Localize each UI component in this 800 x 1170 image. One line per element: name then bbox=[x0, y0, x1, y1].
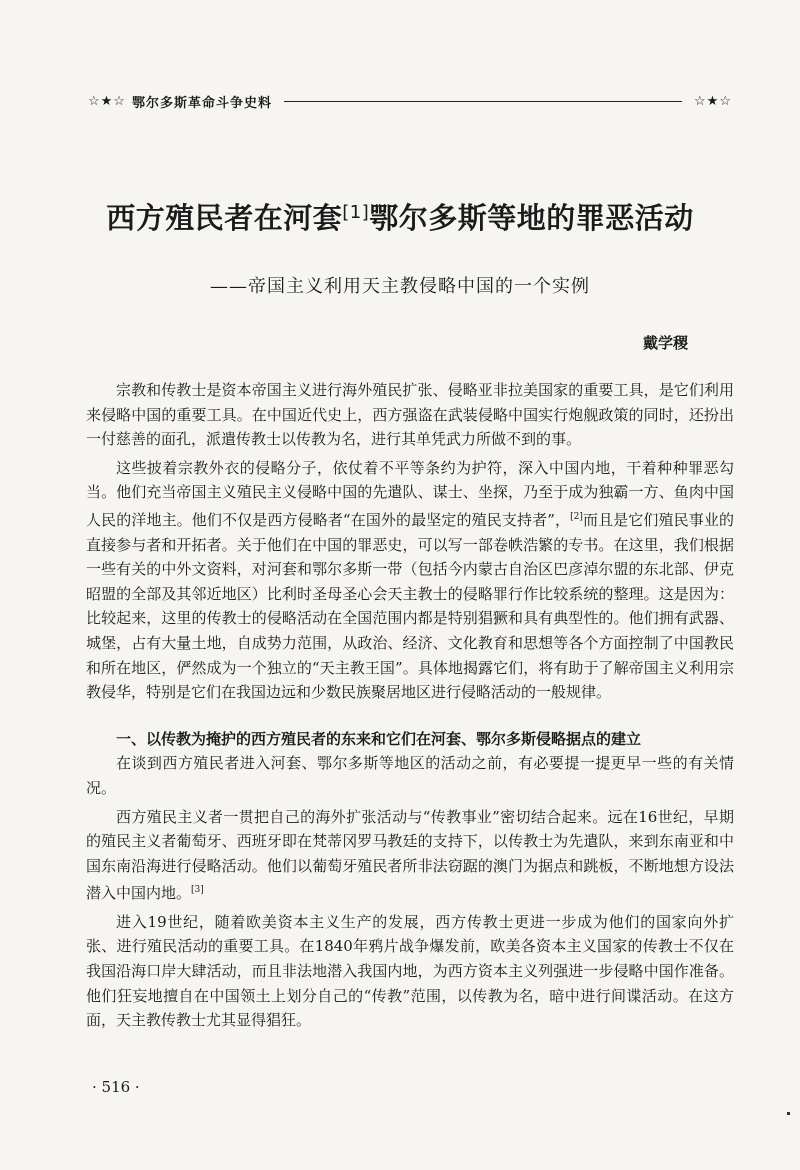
title-footnote-ref: [1] bbox=[342, 202, 370, 223]
page-number: · 516 · bbox=[92, 1078, 140, 1096]
author-name: 戴学稷 bbox=[642, 334, 688, 352]
paragraph-4 bbox=[86, 805, 734, 906]
paragraph-5: 进入19世纪，随着欧美资本主义生产的发展，西方传教士更进一步成为他们的国家向外扩张、进行殖民活动的重要工具。在1840年鸦片战争爆发前，欧美各资本主义国家的传教士不仅在我国沿海口岸大肆活动，而且非法地潜入我国内地，为西方资本主义列强进一步侵略中国作准备。他们狂妄地擅自在中国领土上划分自己的“传教”范围，以传教为名，暗中进行间谍活动。在这方面，天主教传教士尤其显得猖狂。 bbox=[86, 912, 734, 1030]
title-part-2: 鄂尔多斯等地的罪恶活动 bbox=[369, 201, 694, 235]
title-part-1: 西方殖民者在河套 bbox=[106, 201, 343, 235]
running-header bbox=[88, 90, 732, 112]
paragraph-2-part-2: 而且是它们殖民事业的直接参与者和开拓者。关于他们在中国的罪恶史，可以写一部卷帙浩繁的专书。在这里，我们根据一些有关的中外文资料，对河套和鄂尔多斯一带（包括今内蒙古自治区巴彦淖尔盟的东北部、伊克昭盟的全部及其邻近地区）比利时圣母圣心会天主教士的侵略罪行作比较系统的整理。这是因为：比较起来，这里的传教士的侵略活动在全国范围内都是特别猖獗和具有典型性的。他们拥有武器、城堡，占有大量土地，自成势力范围，从政治、经济、文化教育和思想等各个方面控制了中国教民和所在地区，俨然成为一个独立的“天主教王国”。具体地揭露它们，将有助于了解帝国主义利用宗教侵华，特别是它们在我国边远和少数民族聚居地区进行侵略活动的一般规律。 bbox=[86, 510, 734, 702]
right-stars-icon: ☆★☆ bbox=[694, 93, 732, 109]
paragraph-2 bbox=[86, 456, 734, 705]
article-title bbox=[0, 196, 800, 237]
footnote-ref-2: [2] bbox=[570, 511, 583, 522]
article-subtitle: ——帝国主义利用天主教侵略中国的一个实例 bbox=[210, 276, 590, 297]
article-body bbox=[86, 378, 734, 1033]
paragraph-1: 宗教和传教士是资本帝国主义进行海外殖民扩张、侵略亚非拉美国家的重要工具，是它们利用来侵略中国的重要工具。在中国近代史上，西方强盗在武装侵略中国实行炮舰政策的同时，还扮出一付慈善的面孔，派遣传教士以传教为名，进行其单凭武力所做不到的事。 bbox=[86, 381, 734, 449]
paragraph-3: 在谈到西方殖民者进入河套、鄂尔多斯等地区的活动之前，有必要提一提更早一些的有关情况。 bbox=[86, 754, 734, 797]
series-title: 鄂尔多斯革命斗争史料 bbox=[131, 95, 272, 111]
header-rule bbox=[284, 101, 682, 102]
scan-mark bbox=[787, 1112, 790, 1115]
paragraph-4-text: 西方殖民主义者一贯把自己的海外扩张活动与“传教事业”密切结合起来。远在16世纪，早期的殖民主义者葡萄牙、西班牙即在梵蒂冈罗马教廷的支持下，以传教士为先遣队，来到东南亚和中国东南沿海进行侵略活动。他们以葡萄牙殖民者所非法窃踞的澳门为据点和跳板，不断地想方设法潜入中国内地。 bbox=[86, 807, 734, 903]
left-stars-icon: ☆★☆ bbox=[88, 93, 126, 109]
footnote-ref-3: [3] bbox=[191, 885, 204, 896]
section-heading-1: 一、以传教为掩护的西方殖民者的东来和它们在河套、鄂尔多斯侵略据点的建立 bbox=[116, 729, 642, 748]
paragraph-2-part-1: 这些披着宗教外衣的侵略分子，依仗着不平等条约为护符，深入中国内地，干着种种罪恶勾当。他们充当帝国主义殖民主义侵略中国的先遣队、谋士、坐探，乃至于成为独霸一方、鱼肉中国人民的洋地主。他们不仅是西方侵略者“在国外的最坚定的殖民支持者”， bbox=[86, 458, 734, 529]
